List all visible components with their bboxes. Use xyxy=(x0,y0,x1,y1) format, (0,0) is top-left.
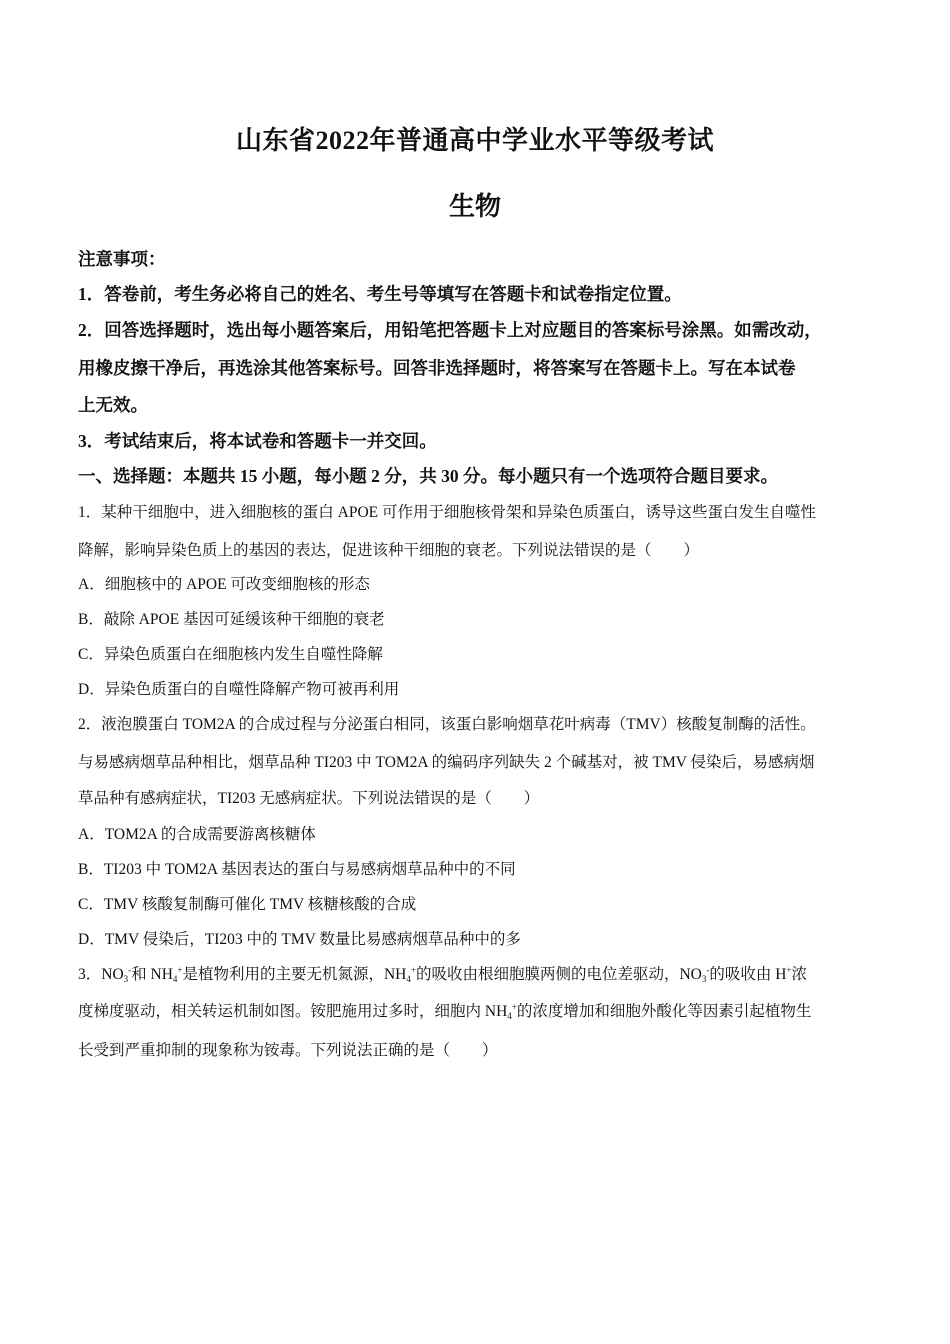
question-2-option-b: B．TI203 中 TOM2A 基因表达的蛋白与易感病烟草品种中的不同 xyxy=(78,861,516,878)
question-3-line-3 xyxy=(78,1038,890,1060)
question-2-answer-bracket: ） xyxy=(523,790,540,807)
question-1-answer-bracket: ） xyxy=(683,542,700,559)
question-2-line-3 xyxy=(78,786,890,808)
exam-title: 山东省2022年普通高中学业水平等级考试 xyxy=(235,126,714,155)
q3-line2-rest: 的浓度增加和细胞外酸化等因素引起植物生 xyxy=(516,1003,812,1020)
question-1-line-2-text: 降解，影响异染色质上的基因的表达，促进该种干细胞的衰老。下列说法错误的是（ xyxy=(78,542,652,559)
question-1-option-d: D．异染色质蛋白的自噬性降解产物可被再利用 xyxy=(78,681,400,698)
question-2-option-d: D．TMV 侵染后，TI203 中的 TMV 数量比易感病烟草品种中的多 xyxy=(78,931,521,948)
q3-sup-1: - xyxy=(128,965,132,975)
q3-text-3: 是植物利用的主要无机氮源，NH xyxy=(182,966,407,983)
q3-sup-2: + xyxy=(177,965,183,975)
notice-heading: 注意事项： xyxy=(78,249,166,269)
question-1-option-a: A．细胞核中的 APOE 可改变细胞核的形态 xyxy=(78,576,370,593)
q3-text-4: 的吸收由根细胞膜两侧的电位差驱动，NO xyxy=(415,966,702,983)
subject-title: 生物 xyxy=(448,192,501,221)
question-2-line-2: 与易感病烟草品种相比，烟草品种 TI203 中 TOM2A 的编码序列缺失 2 个碱基对，被 TMV 侵染后，易感病烟 xyxy=(78,754,815,771)
q3-text-5: 的吸收由 H xyxy=(709,966,787,983)
q3-line2-sup: + xyxy=(511,1002,517,1012)
q3-text-2: 和 NH xyxy=(131,966,173,983)
question-2-line-3-text: 草品种有感病症状，TI203 无感病症状。下列说法错误的是（ xyxy=(78,790,492,807)
q3-sub-3: 4 xyxy=(406,974,411,984)
notice-item-2-line-1: 2．回答选择题时，选出每小题答案后，用铅笔把答题卡上对应题目的答案标号涂黑。如需改动， xyxy=(78,320,822,340)
q3-text-1: 3．NO xyxy=(78,966,124,983)
question-3-line-3-text: 长受到严重抑制的现象称为铵毒。下列说法正确的是（ xyxy=(78,1042,451,1059)
question-1-option-b: B．敲除 APOE 基因可延缓该种干细胞的衰老 xyxy=(78,611,385,628)
notice-item-1: 1．答卷前，考生务必将自己的姓名、考生号等填写在答题卡和试卷指定位置。 xyxy=(78,284,682,304)
question-1-line-1: 1．某种干细胞中，进入细胞核的蛋白 APOE 可作用于细胞核骨架和异染色质蛋白，诱导这些蛋白发生自噬性 xyxy=(78,504,816,521)
q3-sub-4: 3 xyxy=(701,974,707,984)
question-2-option-c: C．TMV 核酸复制酶可催化 TMV 核糖核酸的合成 xyxy=(78,896,417,913)
q3-sub-2: 4 xyxy=(172,974,178,984)
question-1-line-2 xyxy=(78,538,890,560)
notice-item-2-line-3: 上无效。 xyxy=(78,395,148,415)
question-3-line-2 xyxy=(78,999,890,1021)
q3-sup-4: - xyxy=(706,965,710,975)
question-1-option-c: C．异染色质蛋白在细胞核内发生自噬性降解 xyxy=(78,646,383,663)
q3-line2-sub: 4 xyxy=(507,1011,512,1021)
question-2-line-1: 2．液泡膜蛋白 TOM2A 的合成过程与分泌蛋白相同，该蛋白影响烟草花叶病毒（TMV）核酸复制酶的活性。 xyxy=(78,716,816,733)
question-2-option-a: A．TOM2A 的合成需要游离核糖体 xyxy=(78,826,316,843)
notice-item-3: 3．考试结束后，将本试卷和答题卡一并交回。 xyxy=(78,431,437,451)
notice-item-2-line-2: 用橡皮擦干净后，再选涂其他答案标号。回答非选择题时，将答案写在答题卡上。写在本试卷 xyxy=(78,358,796,378)
q3-sup-3: + xyxy=(410,965,416,975)
q3-sub-1: 3 xyxy=(123,974,129,984)
q3-sup-5: + xyxy=(786,965,792,975)
q3-line2-text: 度梯度驱动，相关转运机制如图。铵肥施用过多时，细胞内 NH xyxy=(78,1003,508,1020)
question-3-answer-bracket: ） xyxy=(482,1042,498,1059)
section-heading: 一、选择题：本题共 15 小题，每小题 2 分，共 30 分。每小题只有一个选项符合题目要求。 xyxy=(78,466,778,486)
question-3-line-1 xyxy=(78,962,890,984)
q3-text-6: 浓 xyxy=(791,966,808,983)
